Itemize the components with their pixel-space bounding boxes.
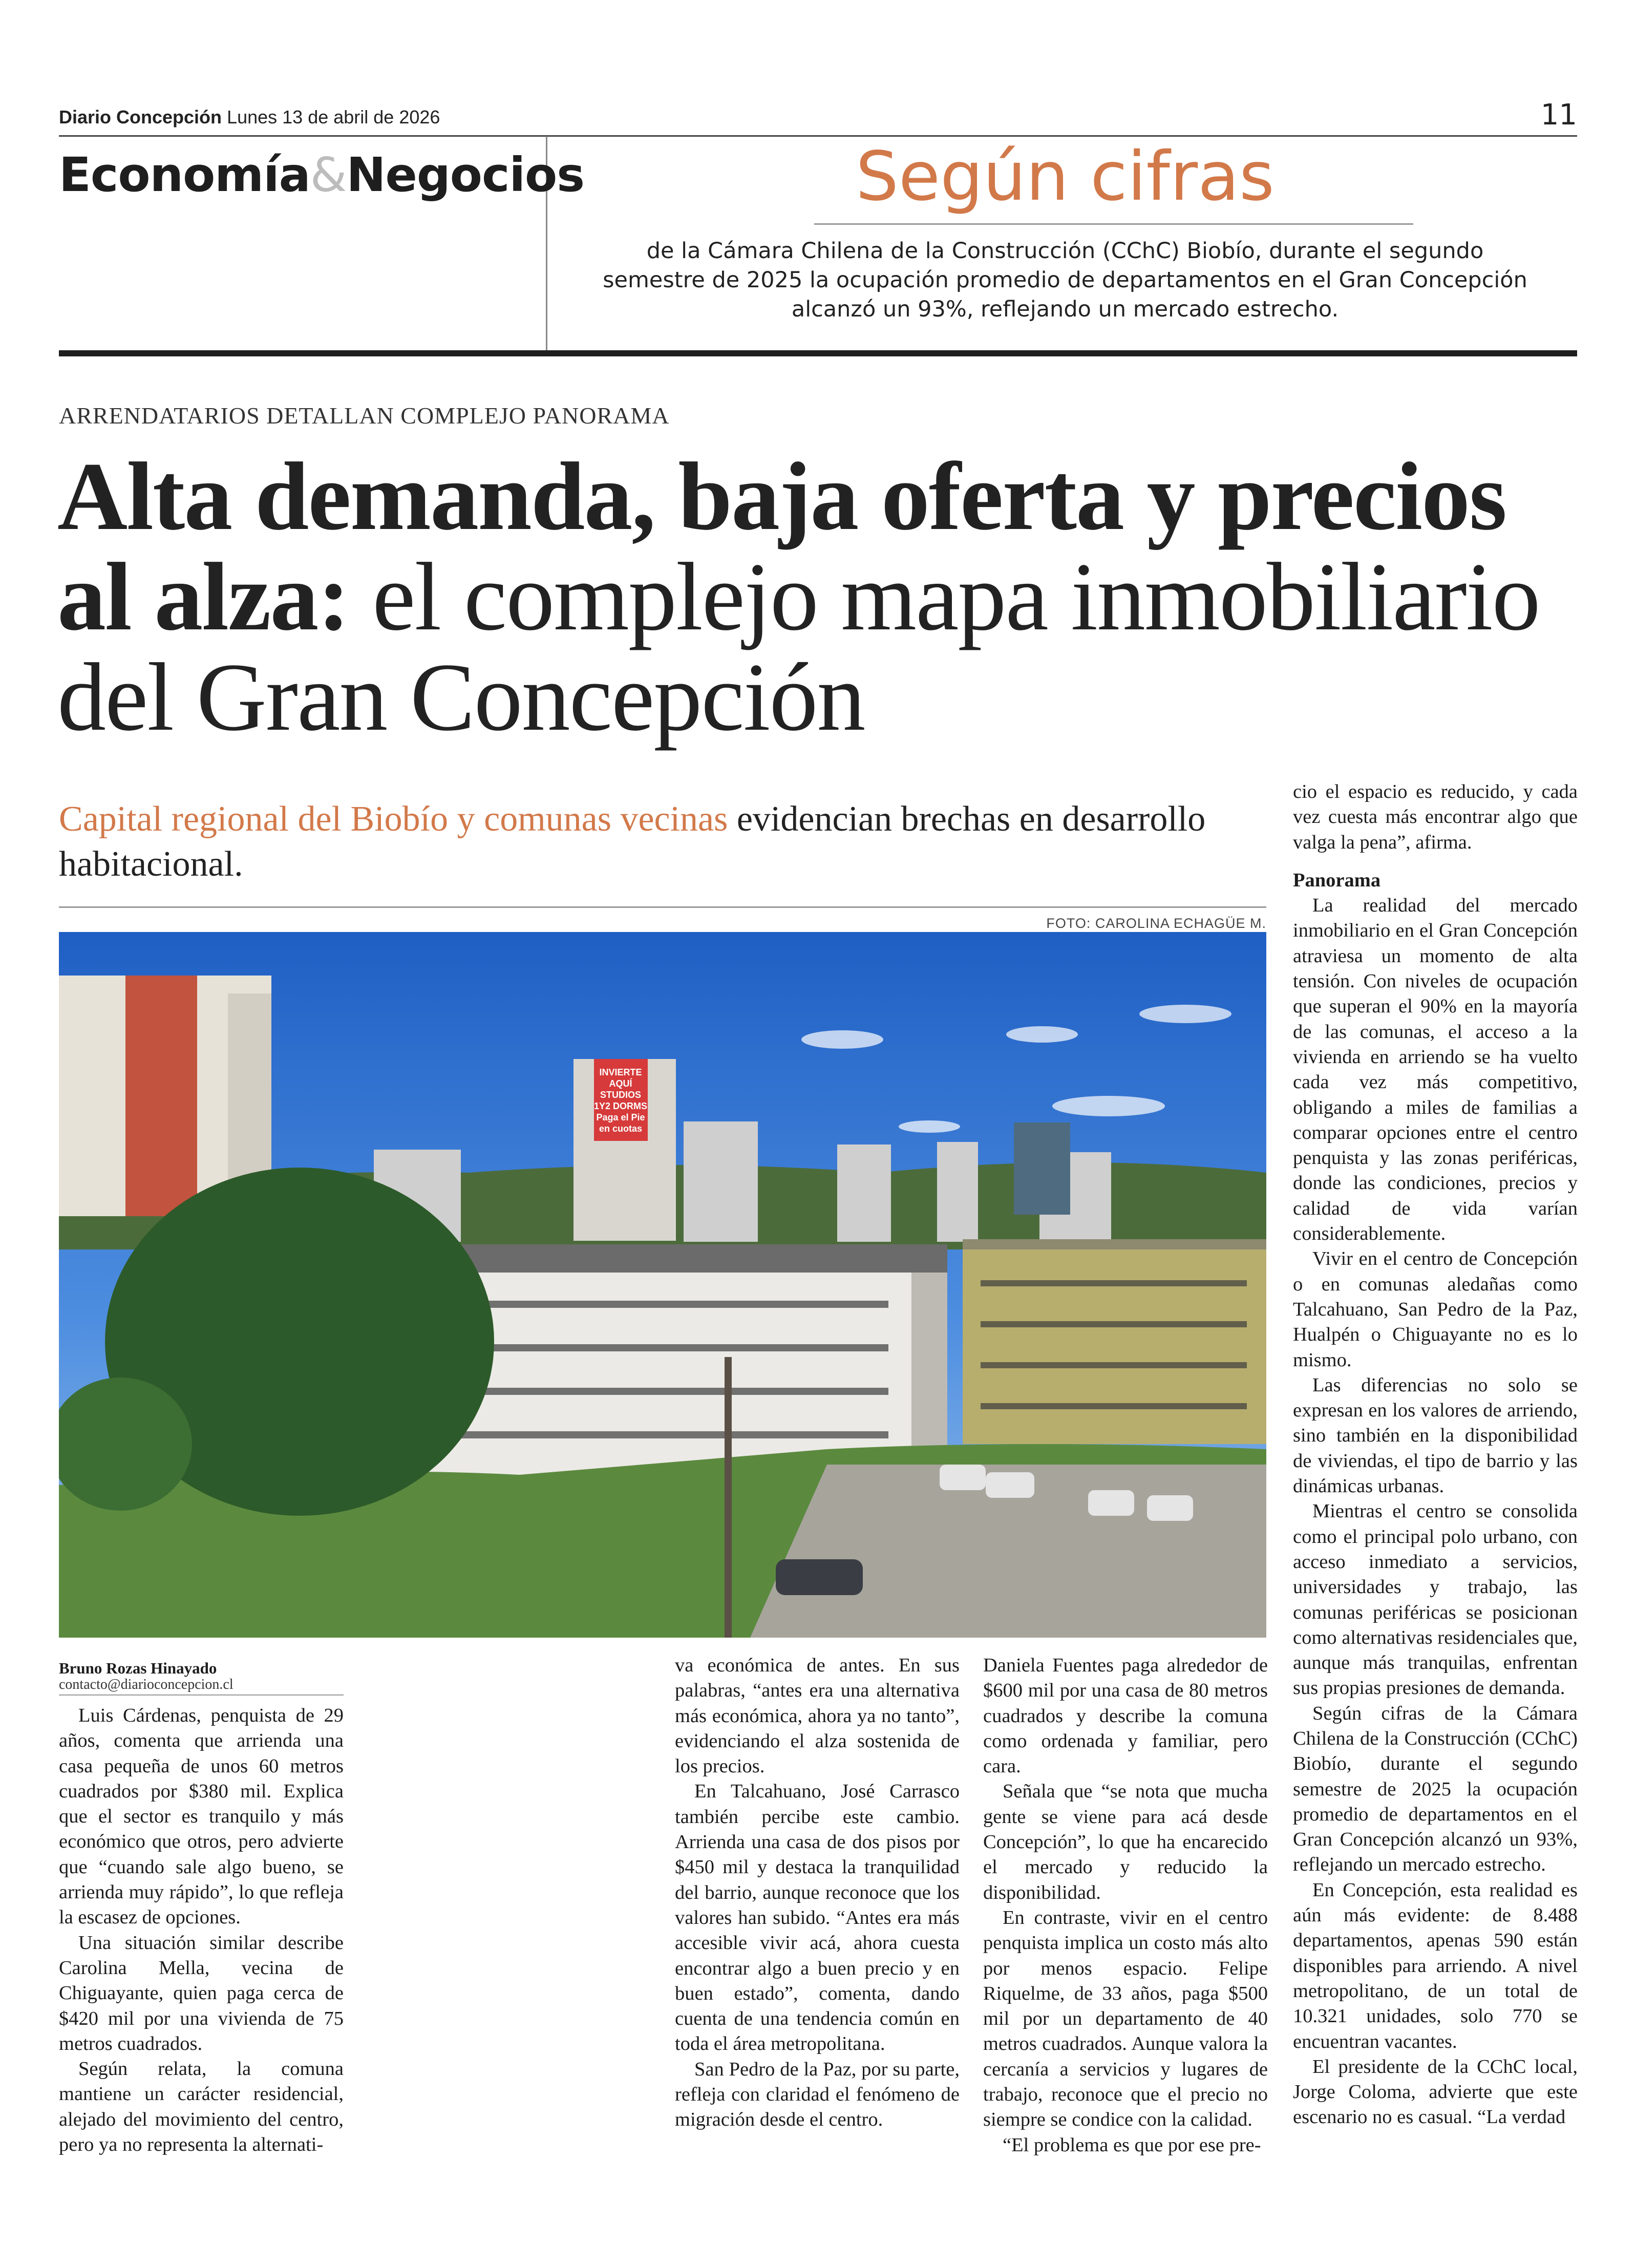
paragraph: En contraste, vivir en el centro penquista implica un costo más alto por menos espacio. Felipe Riquelme, de 33 años, paga $500 mil por un departamento de 40 metros cuadrados. Aunque valora la cercanía a servicios y lugares de trabajo, reconoce que el precio no siempre se condice con la calidad. [983, 1906, 1268, 2131]
top-rule [59, 135, 1577, 137]
section-word-1: Economía [59, 147, 310, 202]
sign-line-1: INVIERTE [599, 1067, 642, 1077]
dark-car [776, 1559, 863, 1595]
paragraph: Luis Cárdenas, penquista de 29 años, comenta que arrienda una casa pequeña de unos 60 metros cuadrados por $380 mil. Explica que el sector es tranquilo y más económico que otros, pero advierte que “cuando sale algo bueno, se arrienda muy rápido”, lo que refleja la escasez de opciones. [59, 1705, 344, 1928]
section-word-2: Negocios [346, 147, 585, 202]
article-photo [59, 932, 1266, 1638]
promo-line: de la Cámara Chilena de la Construcción (CChC) Biobío, durante el segundo [646, 238, 1484, 264]
headline-rest-1: el complejo mapa inmobiliario [349, 543, 1540, 651]
sign-line-2: AQUÍ [609, 1078, 632, 1089]
section-label [59, 147, 584, 202]
paragraph: En Concepción, esta realidad es aún más evidente: de 8.488 departamentos, apenas 590 están disponibles para arriendo. A nivel metropolitano, de un total de 10.321 unidades, solo 770 se encuentran vacantes. [1293, 1879, 1578, 2052]
yellow-apartment-block [963, 1244, 1266, 1444]
paragraph: Mientras el centro se consolida como el principal polo urbano, con acceso inmediato a servicios, universidades y trabajo, las comunas periféricas se posicionan como alternativas residenciales que, aunque más tranquilas, enfrentan sus propias presiones de demanda. [1293, 1500, 1578, 1699]
headline [57, 443, 1578, 751]
paragraph: En Talcahuano, José Carrasco también percibe este cambio. Arrienda una casa de dos pisos por $450 mil y destaca la tranquilidad del barrio, aunque reconoce que los valores han subido. “Antes era más accesible vivir acá, ahora cuesta encontrar algo a buen precio y en buen estado”, comenta, dando cuenta de una tendencia común en toda el área metropolitana. [675, 1781, 960, 2055]
subheading-panorama: Panorama [1293, 869, 1381, 891]
paragraph: Vivir en el centro de Concepción o en comunas aledañas como Talcahuano, San Pedro de la Paz, Hualpén o Chiguayante no es lo mismo. [1293, 1248, 1578, 1371]
body-column-1 [59, 1703, 344, 2157]
paragraph: cio el espacio es reducido, y cada vez cuesta más encontrar algo que valga la pena”, afirma. [1293, 781, 1578, 853]
sign-line-6: en cuotas [599, 1124, 643, 1134]
body-column-2 [675, 1653, 960, 2133]
deck-rest: evidencian brechas en desarrollo habitacional. [59, 799, 1206, 884]
promo-body [573, 237, 1557, 324]
author-email: contacto@diarioconcepcion.cl [59, 1677, 233, 1692]
photo-credit: FOTO: CAROLINA ECHAGÜE M. [1046, 916, 1266, 931]
sign-line-4: 1Y2 DORMS [593, 1101, 648, 1111]
deck-rule [59, 906, 1266, 908]
deck-highlight: Capital regional del Biobío y comunas vecinas [59, 799, 728, 839]
issue-date: Lunes 13 de abril de 2026 [227, 107, 440, 128]
paragraph: “El problema es que por ese pre- [1003, 2134, 1261, 2156]
sign-line-3: STUDIOS [600, 1090, 642, 1100]
paragraph: San Pedro de la Paz, por su parte, refleja con claridad el fenómeno de migración desde el centro. [675, 2058, 960, 2131]
paragraph: Señala que “se nota que mucha gente se viene para acá desde Concepción”, lo que ha encarecido el mercado y reducido la disponibilidad. [983, 1781, 1268, 1903]
paragraph: La realidad del mercado inmobiliario en el Gran Concepción atraviesa un momento de alta tensión. Con niveles de ocupación que superan el 90% en la mayoría de las comunas, el acceso a la vivienda en arriendo se ha vuelto cada vez más competitivo, obligando a miles de familias a comparar opciones entre el centro penquista y las zonas periféricas, donde las condiciones, precios y calidad de vida varían considerablemente. [1293, 895, 1578, 1245]
page-number: 11 [1540, 98, 1577, 132]
paragraph: Una situación similar describe Carolina Mella, vecina de Chiguayante, quien paga cerca de $420 mil por una vivienda de 75 metros cuadrados. [59, 1932, 344, 2054]
paragraph: va económica de antes. En sus palabras, “antes era una alternativa más económica, ahora ya no tanto”, evidenciando el alza sostenida de los precios. [675, 1655, 960, 1777]
promo-rule [814, 223, 1413, 225]
paragraph: Según cifras de la Cámara Chilena de la Construcción (CChC) Biobío, durante el segundo semestre de 2025 la ocupación promedio de departamentos en el Gran Concepción alcanzó un 93%, reflejando un mercado estrecho. [1293, 1702, 1578, 1876]
paragraph: Daniela Fuentes paga alrededor de $600 mil por una casa de 80 metros cuadrados y describe la comuna como ordenada y familiar, pero cara. [983, 1655, 1268, 1777]
section-ampersand: & [310, 147, 347, 202]
headline-bold-2: al alza: [57, 543, 349, 651]
paper-name: Diario Concepción [59, 107, 222, 128]
deck [59, 797, 1252, 887]
header-thick-rule [59, 350, 1577, 356]
byline-rule [59, 1694, 344, 1695]
promo-title: Según cifras [856, 137, 1274, 216]
glass-building [1014, 1122, 1070, 1215]
paragraph: Las diferencias no solo se expresan en los valores de arriendo, sino también en la disponibilidad de viviendas, el tipo de barrio y las dinámicas urbanas. [1293, 1374, 1578, 1497]
body-column-3 [983, 1653, 1268, 2158]
kicker: ARRENDATARIOS DETALLAN COMPLEJO PANORAMA [59, 402, 670, 429]
header-dateline [59, 107, 440, 128]
promo-line: semestre de 2025 la ocupación promedio de departamentos en el Gran Concepción [603, 267, 1527, 293]
paragraph: El presidente de la CChC local, Jorge Coloma, advierte que este escenario no es casual. “La verdad [1293, 2055, 1578, 2128]
paragraph: Según relata, la comuna mantiene un carácter residencial, alejado del movimiento del centro, pero ya no representa la alternati- [59, 2058, 344, 2156]
promo-line: alcanzó un 93%, reflejando un mercado estrecho. [791, 296, 1339, 322]
headline-bold-1: Alta demanda, baja oferta y precios [57, 443, 1506, 550]
utility-pole [725, 1357, 732, 1638]
headline-rest-2: del Gran Concepción [57, 644, 865, 751]
author-name: Bruno Rozas Hinayado [59, 1659, 217, 1677]
body-column-4 [1293, 779, 1578, 2130]
sign-line-5: Paga el Pie [596, 1112, 645, 1122]
